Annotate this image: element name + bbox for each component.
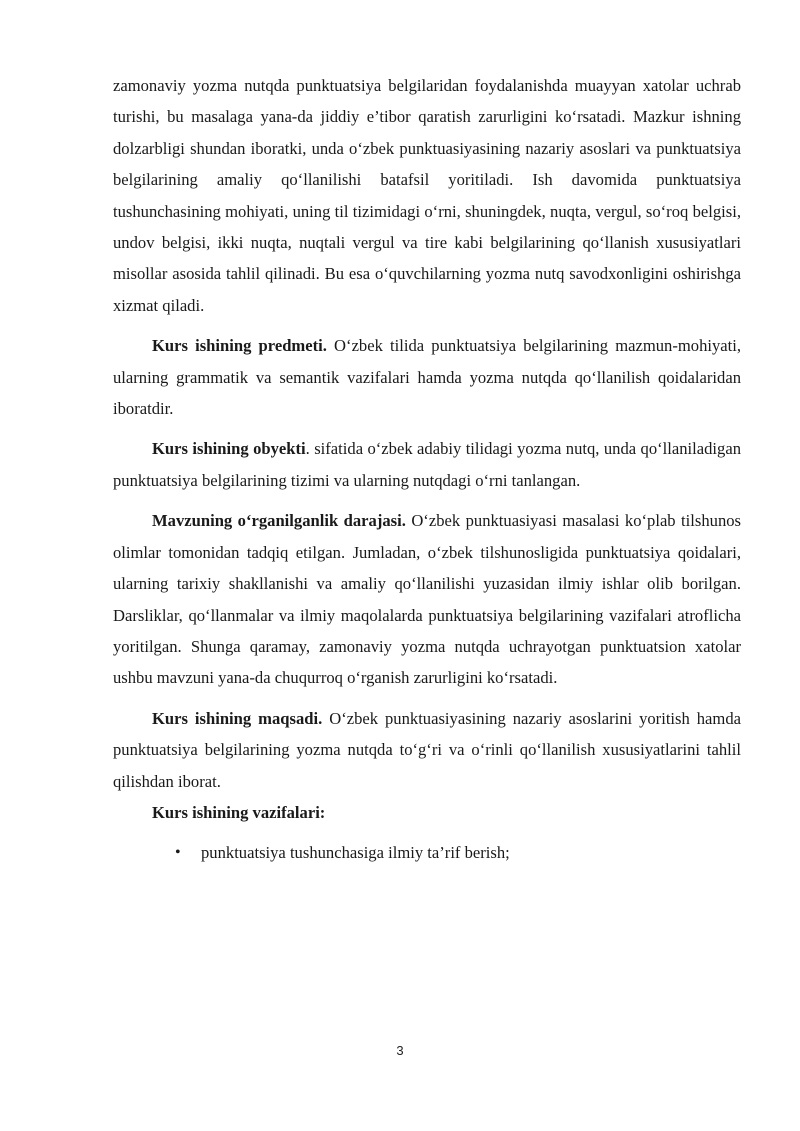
obyekt-paragraph bbox=[113, 433, 741, 496]
obyekt-heading: Kurs ishining obyekti bbox=[152, 439, 306, 459]
predmet-paragraph bbox=[113, 330, 741, 424]
maqsad-paragraph bbox=[113, 703, 741, 797]
organilganlik-paragraph bbox=[113, 505, 741, 693]
predmet-text: O‘zbek tilida punktuatsiya belgilarining mazmun-mohiyati, ularning grammatik va semantik vazifalari hamda yozma nutqda qo‘llanilish qoidalaridan iboratdir. bbox=[113, 336, 742, 419]
maqsad-text: O‘zbek punktuasiyasining nazariy asoslarini yoritish hamda punktuatsiya belgilarining yozma nutqda to‘g‘ri va o‘rinli qo‘llanilish xususiyatlarini tahlil qilishdan iborat. bbox=[113, 708, 741, 791]
page-number: 3 bbox=[396, 1043, 404, 1058]
maqsad-heading: Kurs ishining maqsadi. bbox=[152, 708, 323, 728]
obyekt-text: . sifatida o‘zbek adabiy tilidagi yozma nutq, unda qo‘llaniladigan punktuatsiya belgilarining tizimi va ularning nutqdagi o‘rni tanlangan. bbox=[113, 439, 741, 490]
intro-paragraph: zamonaviy yozma nutqda punktuatsiya belgilaridan foydalanishda muayyan xatolar uchrab turishi, bu masalaga yana-da jiddiy e’tibor qaratish zarurligini ko‘rsatadi. Mazkur ishning dolzarbligi shundan iboratki, unda o‘zbek punktuasiyasining nazariy asoslari va punktuatsiya belgilarining amaliy qo‘llanilishi batafsil yoritiladi. Ish davomida punktuatsiya tushunchasining mohiyati, uning til tizimidagi o‘rni, shuningdek, nuqta, vergul, so‘roq belgisi, undov belgisi, ikki nuqta, nuqtali vergul va tire kabi belgilarining qo‘llanish xususiyatlari misollar asosida tahlil qilinadi. Bu esa o‘quvchilarning yozma nutq savodxonligini oshirishga xizmat qiladi. bbox=[113, 76, 741, 315]
vazifalar-list bbox=[113, 837, 741, 868]
list-item bbox=[113, 837, 741, 868]
organilganlik-heading: Mavzuning o‘rganilganlik darajasi. bbox=[152, 511, 406, 531]
predmet-heading: Kurs ishining predmeti. bbox=[152, 336, 327, 356]
list-item-text: punktuatsiya tushunchasiga ilmiy ta’rif berish; bbox=[201, 843, 510, 863]
bullet-icon: • bbox=[175, 844, 181, 862]
document-page bbox=[113, 70, 741, 869]
organilganlik-text: O‘zbek punktuasiyasi masalasi ko‘plab tilshunos olimlar tomonidan tadqiq etilgan. Jumladan, o‘zbek tilshunosligida punktuatsiya qoidalari, ularning tarixiy shakllanishi va amaliy qo‘llanilishi yuzasidan ilmiy ishlar olib borilgan. Darsliklar, qo‘llanmalar va ilmiy maqolalarda punktuatsiya belgilarining vazifalari atroflicha yoritilgan. Shunga qaramay, zamonaviy yozma nutqda uchrayotgan punktuatsion xatolar ushbu mavzuni yana-da chuqurroq o‘rganish zarurligini ko‘rsatadi. bbox=[113, 511, 741, 688]
vazifalar-heading: Kurs ishining vazifalari: bbox=[152, 802, 326, 822]
